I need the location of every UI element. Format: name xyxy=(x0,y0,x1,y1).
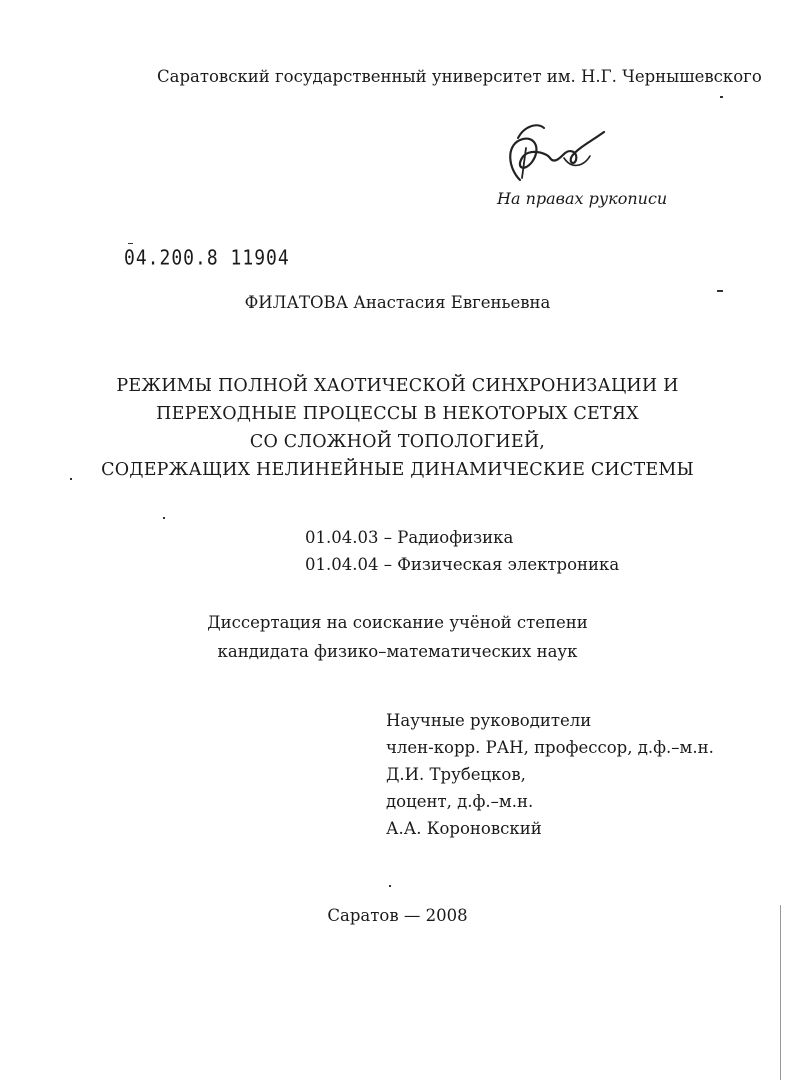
supervisor-name: А.А. Короновский xyxy=(386,819,542,838)
specialty-radiophysics: 01.04.03 – Радиофизика xyxy=(305,528,514,547)
manuscript-note: На правах рукописи xyxy=(497,189,668,208)
title-line: ПЕРЕХОДНЫЕ ПРОЦЕССЫ В НЕКОТОРЫХ СЕТЯХ xyxy=(156,404,639,424)
signature-graphic xyxy=(498,118,618,194)
city-year: Саратов — 2008 xyxy=(327,906,468,925)
registration-stamp: 04.200.8 11904 xyxy=(124,246,290,271)
scan-edge-line xyxy=(780,905,781,1080)
scan-speck xyxy=(128,243,133,244)
title-line: СО СЛОЖНОЙ ТОПОЛОГИЕЙ, xyxy=(249,432,546,452)
supervisors-block xyxy=(386,707,714,842)
degree-statement xyxy=(0,608,795,666)
university-name: Саратовский государственный университет им. Н.Г. Чернышевского xyxy=(157,67,762,86)
specialty-electronics: 01.04.04 – Физическая электроника xyxy=(305,555,620,574)
supervisor-title: член-корр. РАН, профессор, д.ф.–м.н. xyxy=(386,738,714,757)
author-name: ФИЛАТОВА Анастасия Евгеньевна xyxy=(244,293,551,312)
scan-speck xyxy=(70,478,72,480)
degree-line: Диссертация на соискание учёной степени xyxy=(207,613,588,632)
title-line: РЕЖИМЫ ПОЛНОЙ ХАОТИЧЕСКОЙ СИНХРОНИЗАЦИИ И xyxy=(116,376,679,396)
dissertation-title xyxy=(0,372,795,484)
title-line: СОДЕРЖАЩИХ НЕЛИНЕЙНЫЕ ДИНАМИЧЕСКИЕ СИСТЕМЫ xyxy=(101,460,694,480)
supervisor-name: Д.И. Трубецков, xyxy=(386,765,526,784)
degree-line: кандидата физико–математических наук xyxy=(217,642,578,661)
scan-speck xyxy=(717,290,723,292)
scan-speck xyxy=(720,96,723,98)
supervisor-title: доцент, д.ф.–м.н. xyxy=(386,792,534,811)
supervisors-heading: Научные руководители xyxy=(386,711,592,730)
scan-speck xyxy=(389,885,391,887)
scan-speck xyxy=(163,517,165,519)
